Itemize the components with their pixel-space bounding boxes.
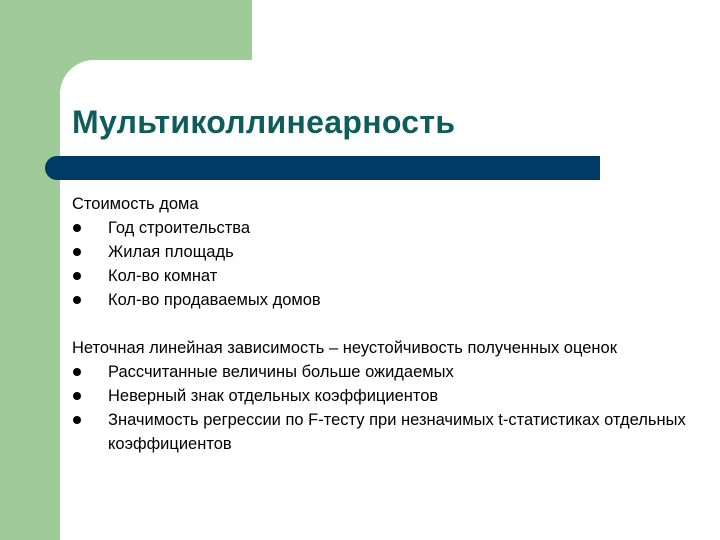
bullet-dot-icon	[73, 224, 81, 232]
list-item	[72, 408, 702, 456]
group-house-cost	[72, 192, 702, 312]
group-heading: Стоимость дома	[72, 195, 199, 213]
group-linear-dependence	[72, 336, 702, 456]
list-item-text: Жилая площадь	[108, 243, 234, 261]
list-item	[72, 288, 702, 312]
slide-body	[72, 192, 702, 456]
list-item-text: Рассчитанные величины больше ожидаемых	[108, 363, 454, 381]
list-item-text: Кол-во продаваемых домов	[108, 291, 321, 309]
bullet-dot-icon	[73, 416, 81, 424]
list-item	[72, 216, 702, 240]
title-underline-bar	[45, 156, 600, 180]
bullet-dot-icon	[73, 392, 81, 400]
list-item-text: Кол-во комнат	[108, 267, 218, 285]
bullet-dot-icon	[73, 368, 81, 376]
slide-title: Мультиколлинеарность	[72, 104, 456, 140]
bullet-dot-icon	[73, 272, 81, 280]
list-item	[72, 384, 702, 408]
group-heading: Неточная линейная зависимость – неустойчивость полученных оценок	[72, 339, 617, 357]
bullet-list	[72, 360, 702, 456]
list-item	[72, 240, 702, 264]
list-item-text: Неверный знак отдельных коэффициентов	[108, 387, 439, 405]
list-item-text: Год строительства	[108, 219, 251, 237]
list-item	[72, 360, 702, 384]
bullet-dot-icon	[73, 296, 81, 304]
bullet-dot-icon	[73, 248, 81, 256]
list-item-text: Значимость регрессии по F-тесту при незначимых t-статистиках отдельных коэффициентов	[108, 411, 686, 453]
list-item	[72, 264, 702, 288]
bullet-list	[72, 216, 702, 312]
